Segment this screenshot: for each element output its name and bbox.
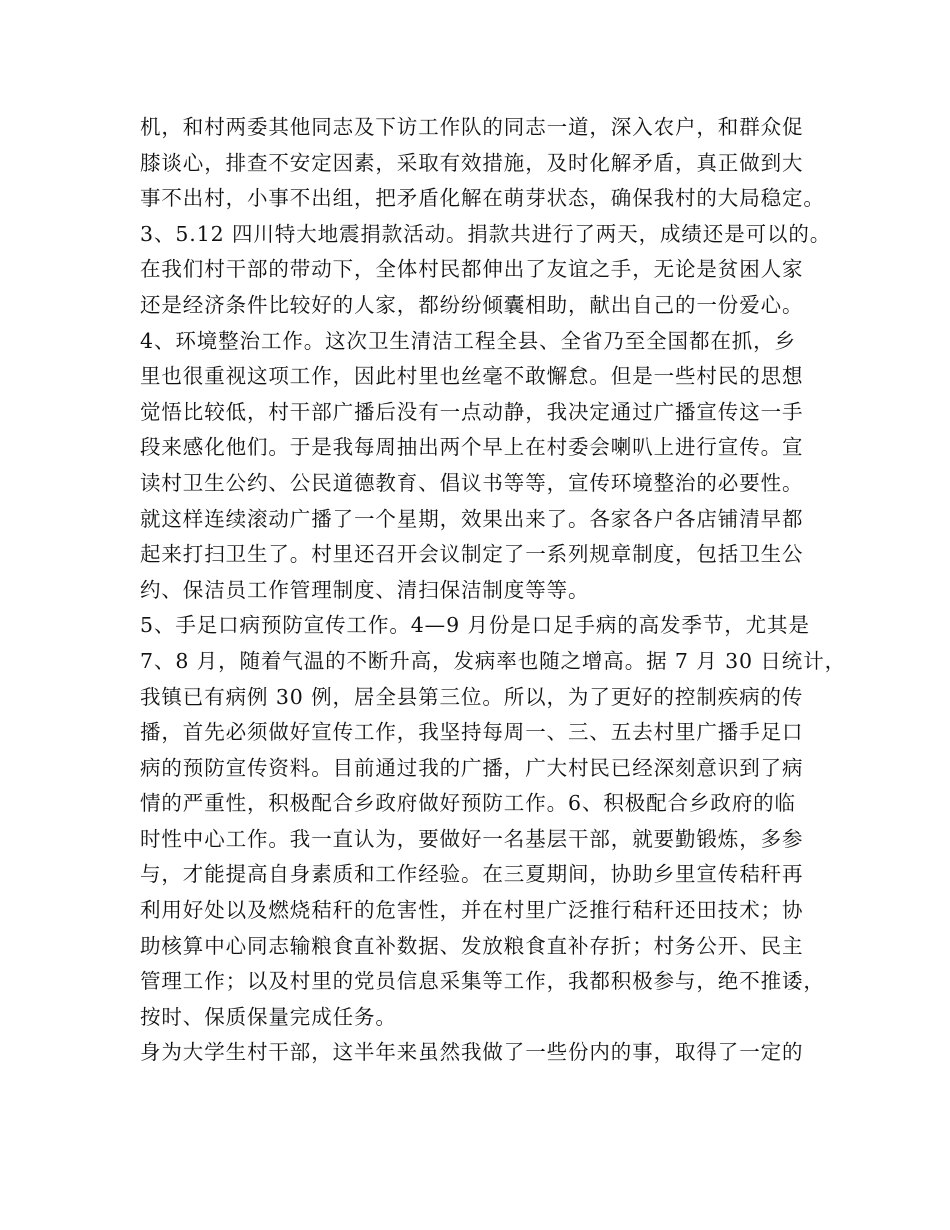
- text-line: 身为大学生村干部，这半年来虽然我做了一些份内的事，取得了一定的: [140, 1040, 804, 1065]
- text-line: 里也很重视这项工作，因此村里也丝毫不敢懈怠。但是一些村民的思想: [140, 364, 804, 389]
- text-line: 利用好处以及燃烧秸秆的危害性，并在村里广泛推行秸秆还田技术；协: [140, 898, 804, 923]
- text-line: 与，才能提高自身素质和工作经验。在三夏期间，协助乡里宣传秸秆再: [140, 862, 804, 887]
- text-line: 事不出村，小事不出组，把矛盾化解在萌芽状态，确保我村的大局稳定。: [140, 186, 825, 211]
- text-line: 7、8 月，随着气温的不断升高，发病率也随之增高。据 7 月 30 日统计，: [140, 648, 846, 673]
- text-line: 4、环境整治工作。这次卫生清洁工程全县、全省乃至全国都在抓，乡: [140, 328, 796, 353]
- text-line: 3、5.12 四川特大地震捐款活动。捐款共进行了两天，成绩还是可以的。: [140, 221, 832, 246]
- text-line: 管理工作；以及村里的党员信息采集等工作，我都积极参与，绝不推诿，: [140, 969, 825, 994]
- text-line: 助核算中心同志输粮食直补数据、发放粮食直补存折；村务公开、民主: [140, 933, 804, 958]
- document-body: [140, 110, 846, 1071]
- text-line: 播，首先必须做好宣传工作，我坚持每周一、三、五去村里广播手足口: [140, 720, 804, 745]
- text-line: 还是经济条件比较好的人家，都纷纷倾囊相助，献出自己的一份爱心。: [140, 292, 804, 317]
- text-line: 膝谈心，排查不安定因素，采取有效措施，及时化解矛盾，真正做到大: [140, 150, 804, 175]
- text-line: 起来打扫卫生了。村里还召开会议制定了一系列规章制度，包括卫生公: [140, 542, 804, 567]
- text-line: 时性中心工作。我一直认为，要做好一名基层干部，就要勤锻炼，多参: [140, 826, 804, 851]
- text-line: 觉悟比较低，村干部广播后没有一点动静，我决定通过广播宣传这一手: [140, 399, 804, 424]
- text-line: 我镇已有病例 30 例，居全县第三位。所以，为了更好的控制疾病的传: [140, 684, 804, 709]
- text-line: 情的严重性，积极配合乡政府做好预防工作。6、积极配合乡政府的临: [140, 791, 796, 816]
- text-line: 机，和村两委其他同志及下访工作队的同志一道，深入农户，和群众促: [140, 115, 804, 139]
- text-line: 约、保洁员工作管理制度、清扫保洁制度等等。: [140, 577, 590, 602]
- text-line: 病的预防宣传资料。目前通过我的广播，广大村民已经深刻意识到了病: [140, 755, 804, 780]
- text-line: 在我们村干部的带动下，全体村民都伸出了友谊之手，无论是贫困人家: [140, 257, 804, 282]
- text-line: 按时、保质保量完成任务。: [140, 1004, 397, 1029]
- text-line: 5、手足口病预防宣传工作。4—9 月份是口足手病的高发季节，尤其是: [140, 613, 810, 638]
- text-line: 就这样连续滚动广播了一个星期，效果出来了。各家各户各店铺清早都: [140, 506, 804, 531]
- text-line: 段来感化他们。于是我每周抽出两个早上在村委会喇叭上进行宣传。宣: [140, 435, 804, 460]
- text-line: 读村卫生公约、公民道德教育、倡议书等等，宣传环境整治的必要性。: [140, 470, 804, 495]
